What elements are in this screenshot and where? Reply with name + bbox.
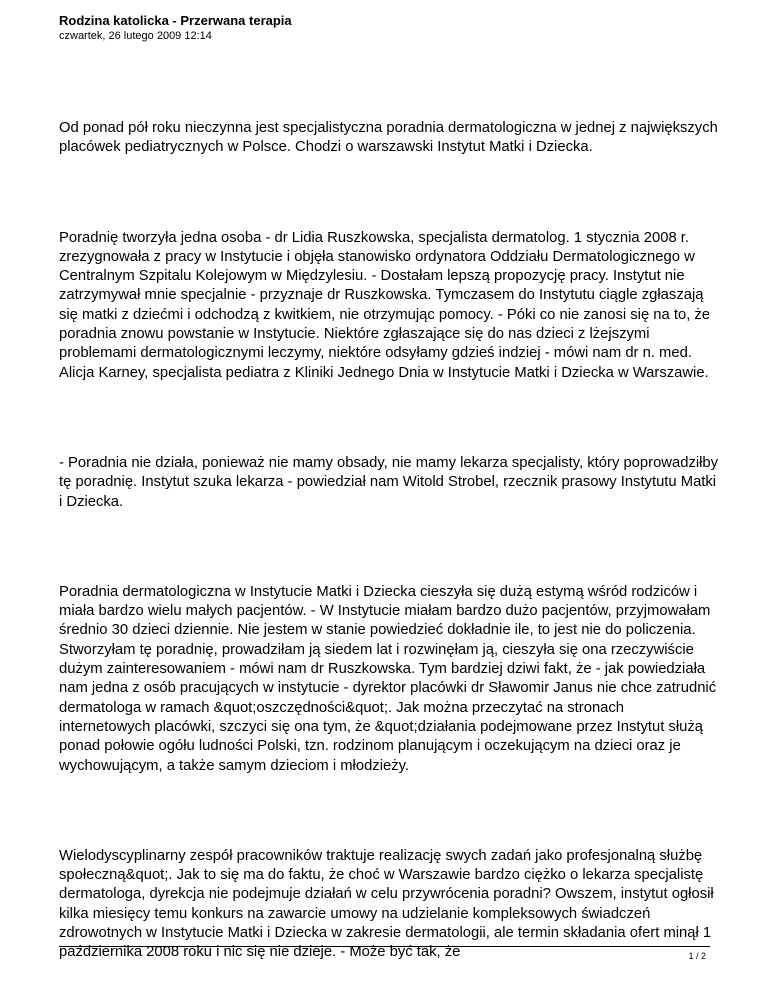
article-paragraph: Od ponad pół roku nieczynna jest specjalistyczna poradnia dermatologiczna w jednej z największych placówek pediatrycznych w Polsce. Chodzi o warszawski Instytut Matki i Dziecka. — [59, 120, 718, 156]
article-paragraph: - Poradnia nie działa, ponieważ nie mamy obsady, nie mamy lekarza specjalisty, który poprowadziłby tę poradnię. Instytut szuka lekarza - powiedział nam Witold Strobel, rzecznik prasowy Instytutu Matki i Dziecka. — [59, 454, 719, 510]
footer-divider — [59, 946, 710, 947]
document-title: Rodzina katolicka - Przerwana terapia — [59, 13, 292, 28]
article-paragraph: Wielodyscyplinarny zespół pracowników traktuje realizację swych zadań jako profesjonalną służbę społeczną&quot;. Jak to się ma do faktu, że choć w Warszawie bardzo ciężko o lekarza specjalistę dermatologa, dyrekcja nie podejmuje działań w celu przywrócenia poradni? Owszem, instytut ogłosił kilka miesięcy temu konkurs na zawarcie umowy na udzielanie kompleksowych świadczeń zdrowotnych w Instytucie Matki i Dziecka w zakresie dermatologii, ale termin składania ofert minął 1 października 2008 roku i nic się nie dzieje. - Może być tak, że — [59, 847, 714, 961]
page-number: 1 / 2 — [688, 951, 706, 961]
document-header — [59, 12, 709, 43]
document-date: czwartek, 26 lutego 2009 12:14 — [59, 30, 212, 42]
article-paragraph: Poradnię tworzyła jedna osoba - dr Lidia Ruszkowska, specjalista dermatolog. 1 stycznia 2008 r. zrezygnowała z pracy w Instytucie i objęła stanowisko ordynatora Oddziału Dermatologicznego w Centralnym Szpitalu Kolejowym w Międzylesiu. - Dostałam lepszą propozycję pracy. Instytut nie zatrzymywał mnie specjalnie - przyznaje dr Ruszkowska. Tymczasem do Instytutu ciągle zgłaszają się matki z dziećmi i odchodzą z kwitkiem, nie otrzymując pomocy. - Póki co nie zanosi się na to, że poradnia znowu powstanie w Instytucie. Niektóre zgłaszające się do nas dzieci z lżejszymi problemami dermatologicznymi leczymy, niektóre odsyłamy gdzieś indziej - mówi nam dr n. med. Alicja Karney, specjalista pediatra z Kliniki Jednego Dnia w Instytucie Matki i Dziecka w Warszawie. — [59, 229, 711, 381]
article-body — [59, 119, 719, 963]
article-paragraph: Poradnia dermatologiczna w Instytucie Matki i Dziecka cieszyła się dużą estymą wśród rodziców i miała bardzo wielu małych pacjentów. - W Instytucie miałam bardzo dużo pacjentów, przyjmowałam średnio 30 dzieci dziennie. Nie jestem w stanie powiedzieć dokładnie ile, to jest nie do policzenia. Stworzyłam tę poradnię, prowadziłam ją siedem lat i rozwinęłam ją, cieszyła się ona rzeczywiście dużym zainteresowaniem - mówi nam dr Ruszkowska. Tym bardziej dziwi fakt, że - jak powiedziała nam jedna z osób pracujących w instytucie - dyrektor placówki dr Sławomir Janus nie chce zatrudnić dermatologa w ramach &quot;oszczędności&quot;. Jak można przeczytać na stronach internetowych placówki, szczyci się ona tym, że &quot;działania podejmowane przez Instytut służą ponad połowie ogółu ludności Polski, tzn. rodzinom planującym i oczekującym na dzieci oraz je wychowującym, a także samym dzieciom i młodzieży. — [59, 583, 717, 774]
